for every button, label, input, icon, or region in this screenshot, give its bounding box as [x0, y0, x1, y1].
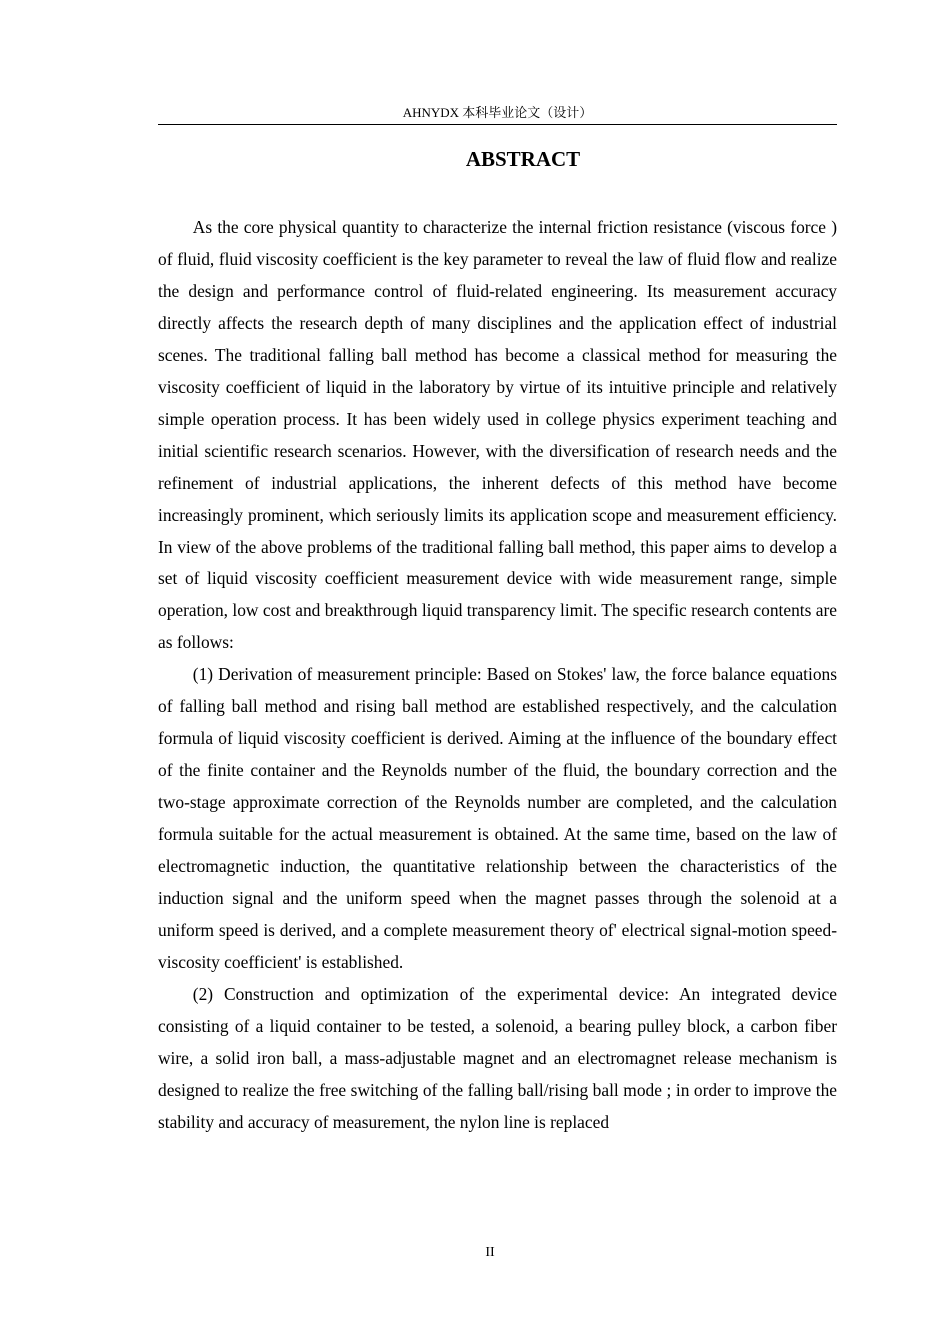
abstract-body: [158, 212, 837, 1139]
paragraph-item-1: (1) Derivation of measurement principle: Based on Stokes' law, the force balance equations of falling ball method and rising ball method are established respectively, and the calculation formula of liquid viscosity coefficient is derived. Aiming at the influence of the boundary effect of the finite container and the Reynolds number of the fluid, the boundary correction and the two-stage approximate correction of the Reynolds number are completed, and the calculation formula suitable for the actual measurement is obtained. At the same time, based on the law of electromagnetic induction, the quantitative relationship between the characteristics of the induction signal and the uniform speed when the magnet passes through the solenoid at a uniform speed is derived, and a complete measurement theory of' electrical signal-motion speed-viscosity coefficient' is established.: [158, 664, 837, 972]
running-header: AHNYDX 本科毕业论文（设计）: [158, 104, 837, 125]
page-number: II: [485, 1245, 495, 1260]
paragraph-intro: As the core physical quantity to characterize the internal friction resistance (viscous force ) of fluid, fluid viscosity coefficient is the key parameter to reveal the law of fluid flow and realize the design and performance control of fluid-related engineering. Its measurement accuracy directly affects the research depth of many disciplines and the application effect of industrial scenes. The traditional falling ball method has become a classical method for measuring the viscosity coefficient of liquid in the laboratory by virtue of its intuitive principle and relatively simple operation process. It has been widely used in college physics experiment teaching and initial scientific research scenarios. However, with the diversification of research needs and the refinement of industrial applications, the inherent defects of this method have become increasingly prominent, which seriously limits its application scope and measurement efficiency. In view of the above problems of the traditional falling ball method, this paper aims to develop a set of liquid viscosity coefficient measurement device with wide measurement range, simple operation, low cost and breakthrough liquid transparency limit. The specific research contents are as follows:: [158, 217, 837, 653]
abstract-title: ABSTRACT: [465, 147, 581, 171]
paragraph-item-2: (2) Construction and optimization of the experimental device: An integrated device consisting of a liquid container to be tested, a solenoid, a bearing pulley block, a carbon fiber wire, a solid iron ball, a mass-adjustable magnet and an electromagnet release mechanism is designed to realize the free switching of the falling ball/rising ball mode ; in order to improve the stability and accuracy of measurement, the nylon line is replaced: [158, 983, 837, 1132]
